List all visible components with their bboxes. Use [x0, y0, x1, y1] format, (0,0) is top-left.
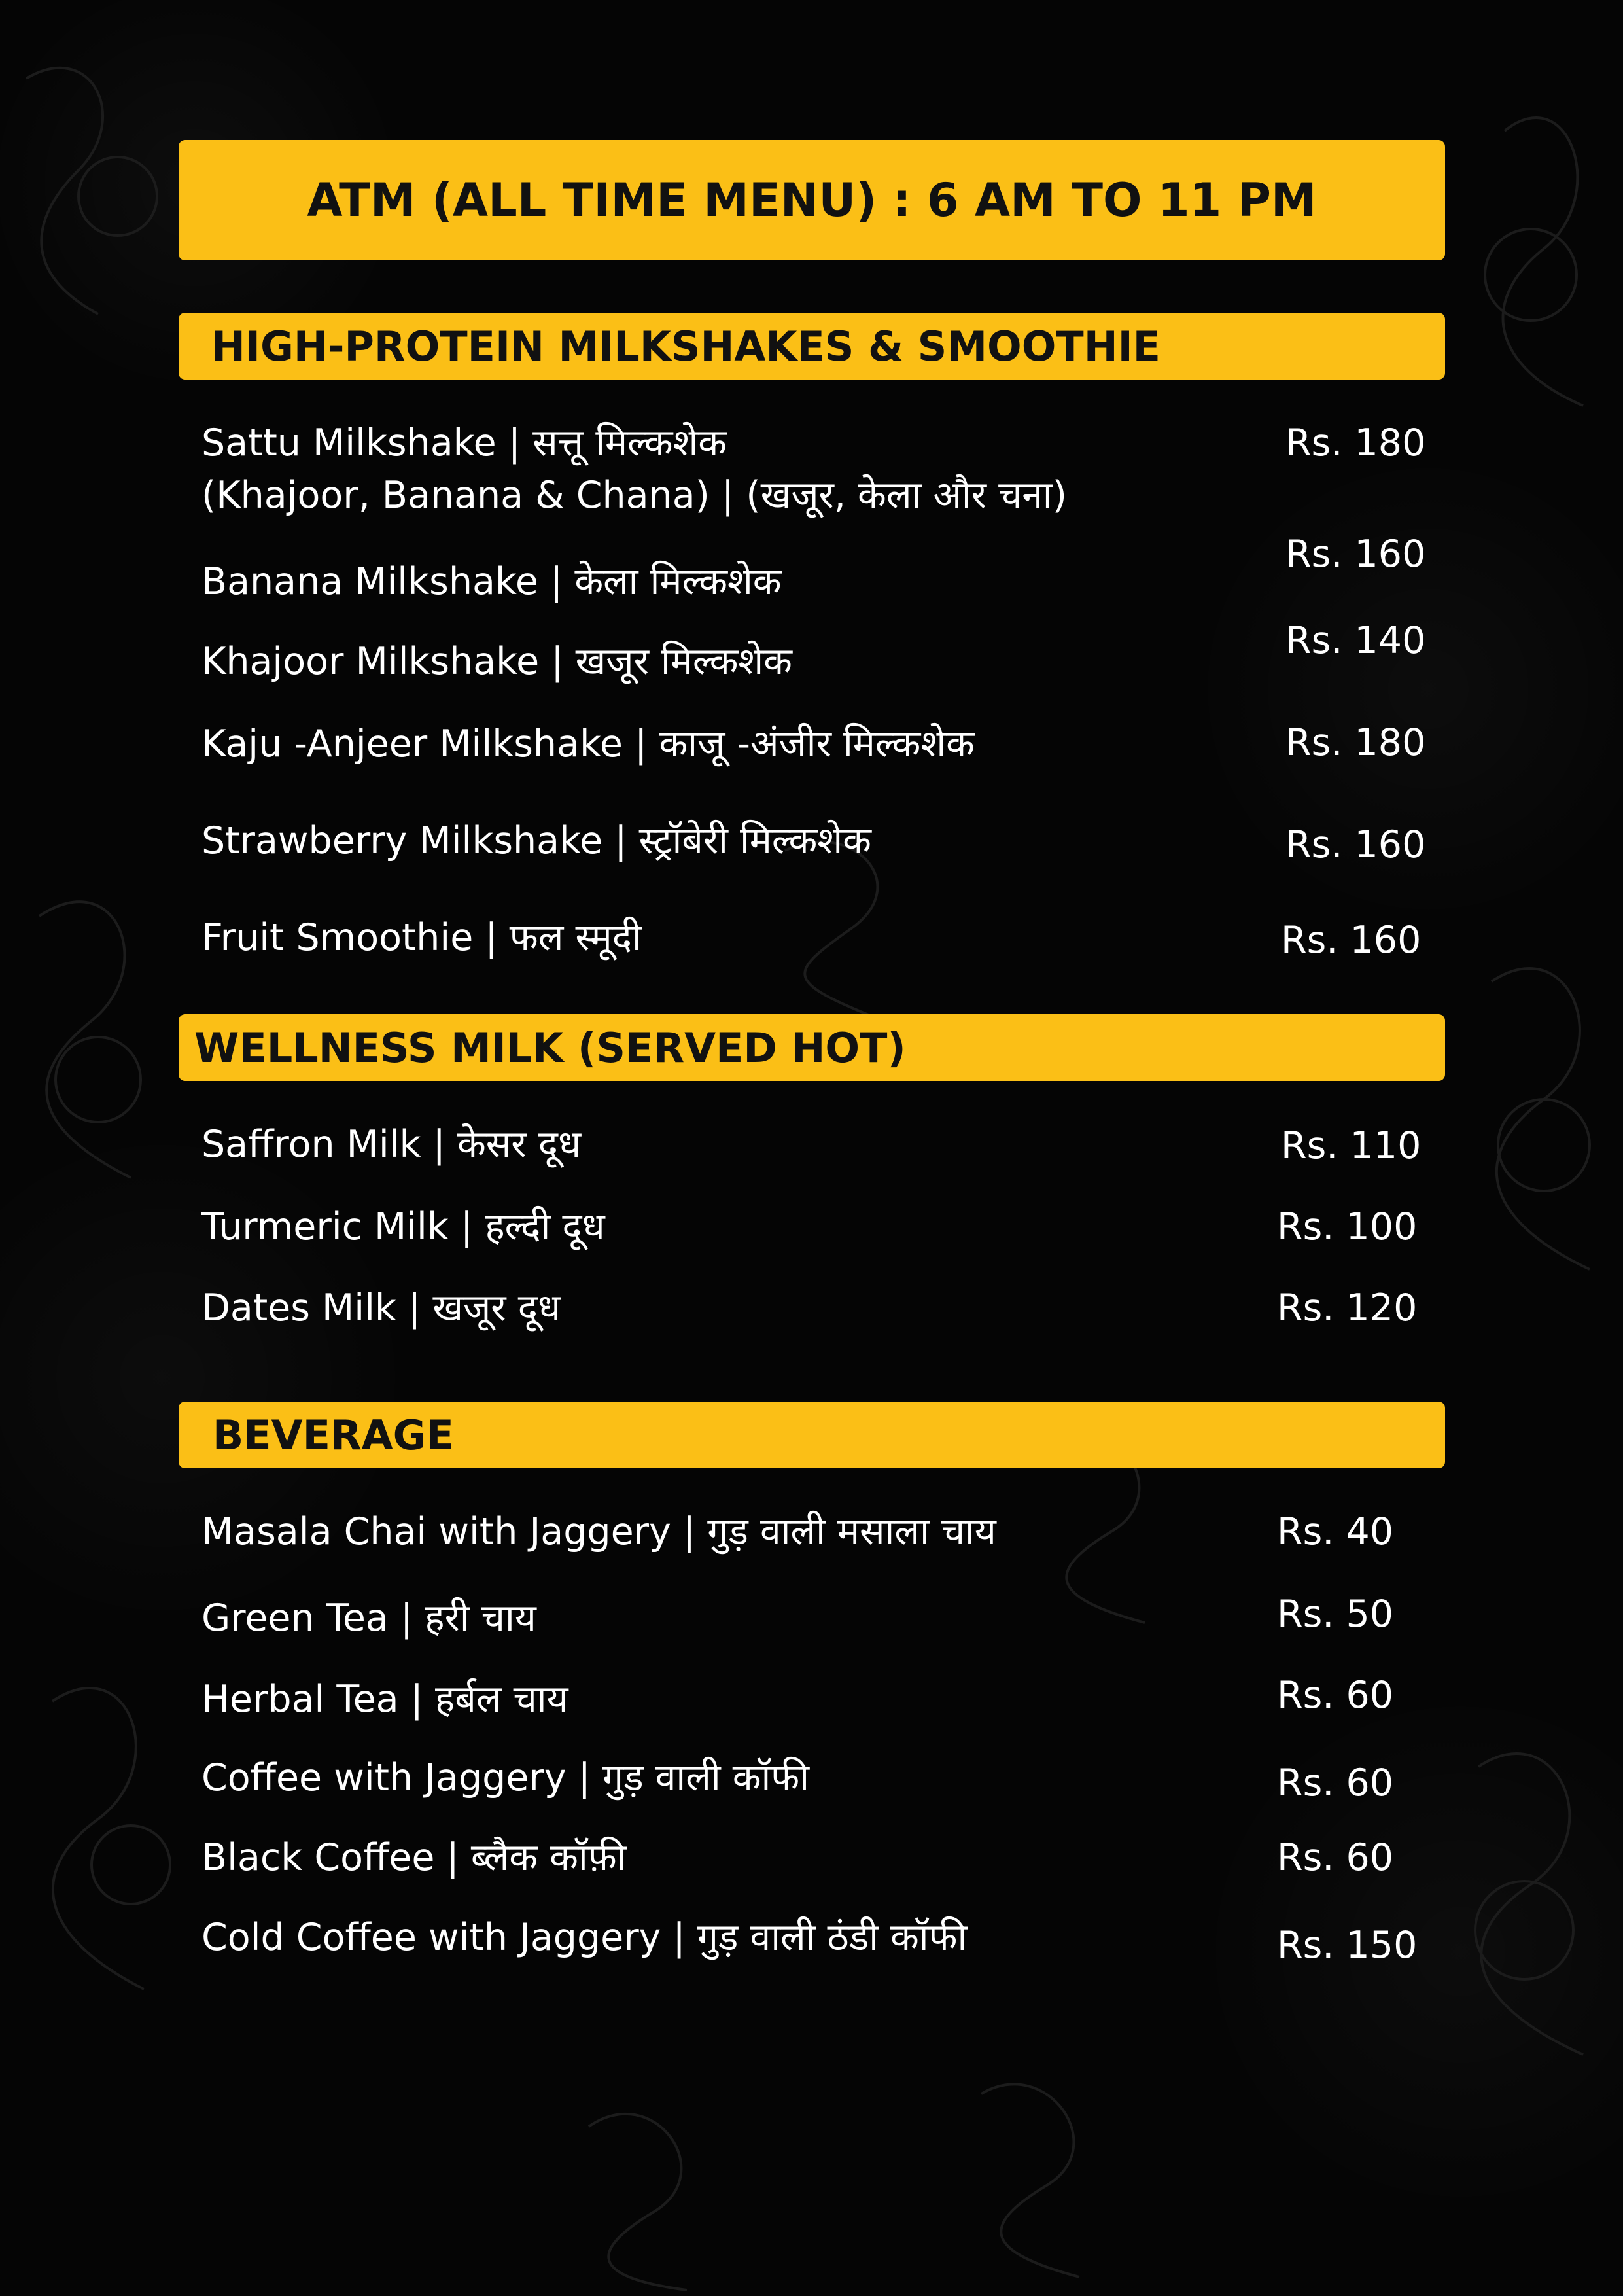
menu-item-price: Rs. 180	[1285, 721, 1426, 764]
menu-item-price: Rs. 60	[1277, 1836, 1394, 1879]
menu-item: Khajoor Milkshake | खजूर मिल्कशेक	[201, 640, 792, 683]
menu-item: Kaju -Anjeer Milkshake | काजू -अंजीर मिल्कशेक	[201, 722, 975, 766]
menu-item: Coffee with Jaggery | गुड़ वाली कॉफी	[201, 1756, 809, 1799]
section-banner-wellness-milk	[179, 1014, 1445, 1081]
menu-item-price: Rs. 180	[1285, 421, 1426, 465]
menu-item: Fruit Smoothie | फल स्मूदी	[201, 916, 642, 959]
section-banner-milkshakes	[179, 313, 1445, 380]
menu-item-price: Rs. 140	[1285, 619, 1426, 662]
section-title: HIGH-PROTEIN MILKSHAKES & SMOOTHIE	[211, 322, 1161, 370]
menu-item: Dates Milk | खजूर दूध	[201, 1286, 561, 1330]
menu-item-price: Rs. 120	[1277, 1286, 1418, 1330]
menu-item: Sattu Milkshake | सत्तू मिल्कशेक	[201, 421, 727, 465]
menu-item-price: Rs. 40	[1277, 1510, 1394, 1553]
menu-item: Turmeric Milk | हल्दी दूध	[201, 1205, 605, 1248]
menu-item-price: Rs. 150	[1277, 1924, 1418, 1967]
section-banner-beverage	[179, 1402, 1445, 1468]
menu-item-subtext: (Khajoor, Banana & Chana) | (खजूर, केला और चना)	[201, 474, 1067, 517]
menu-title-banner	[179, 140, 1445, 260]
menu-item: Strawberry Milkshake | स्ट्रॉबेरी मिल्कशेक	[201, 819, 871, 862]
menu-item: Green Tea | हरी चाय	[201, 1597, 536, 1640]
menu-item: Cold Coffee with Jaggery | गुड़ वाली ठंडी कॉफी	[201, 1916, 968, 1959]
menu-item-price: Rs. 160	[1285, 533, 1426, 576]
menu-item: Banana Milkshake | केला मिल्कशेक	[201, 560, 782, 603]
menu-item: Herbal Tea | हर्बल चाय	[201, 1678, 568, 1721]
section-title: BEVERAGE	[213, 1411, 454, 1459]
menu-title: ATM (ALL TIME MENU) : 6 AM TO 11 PM	[307, 173, 1317, 227]
menu-item-price: Rs. 100	[1277, 1205, 1418, 1248]
menu-item: Masala Chai with Jaggery | गुड़ वाली मसाला चाय	[201, 1510, 996, 1553]
menu-item: Saffron Milk | केसर दूध	[201, 1123, 582, 1166]
menu-item-price: Rs. 160	[1285, 823, 1426, 866]
menu-item: Black Coffee | ब्लैक कॉफ़ी	[201, 1836, 627, 1879]
section-title: WELLNESS MILK (SERVED HOT)	[194, 1023, 906, 1072]
menu-item-price: Rs. 50	[1277, 1593, 1394, 1636]
menu-item-price: Rs. 60	[1277, 1674, 1394, 1717]
menu-item-price: Rs. 60	[1277, 1761, 1394, 1805]
menu-item-price: Rs. 110	[1281, 1124, 1422, 1167]
menu-item-price: Rs. 160	[1281, 919, 1422, 962]
